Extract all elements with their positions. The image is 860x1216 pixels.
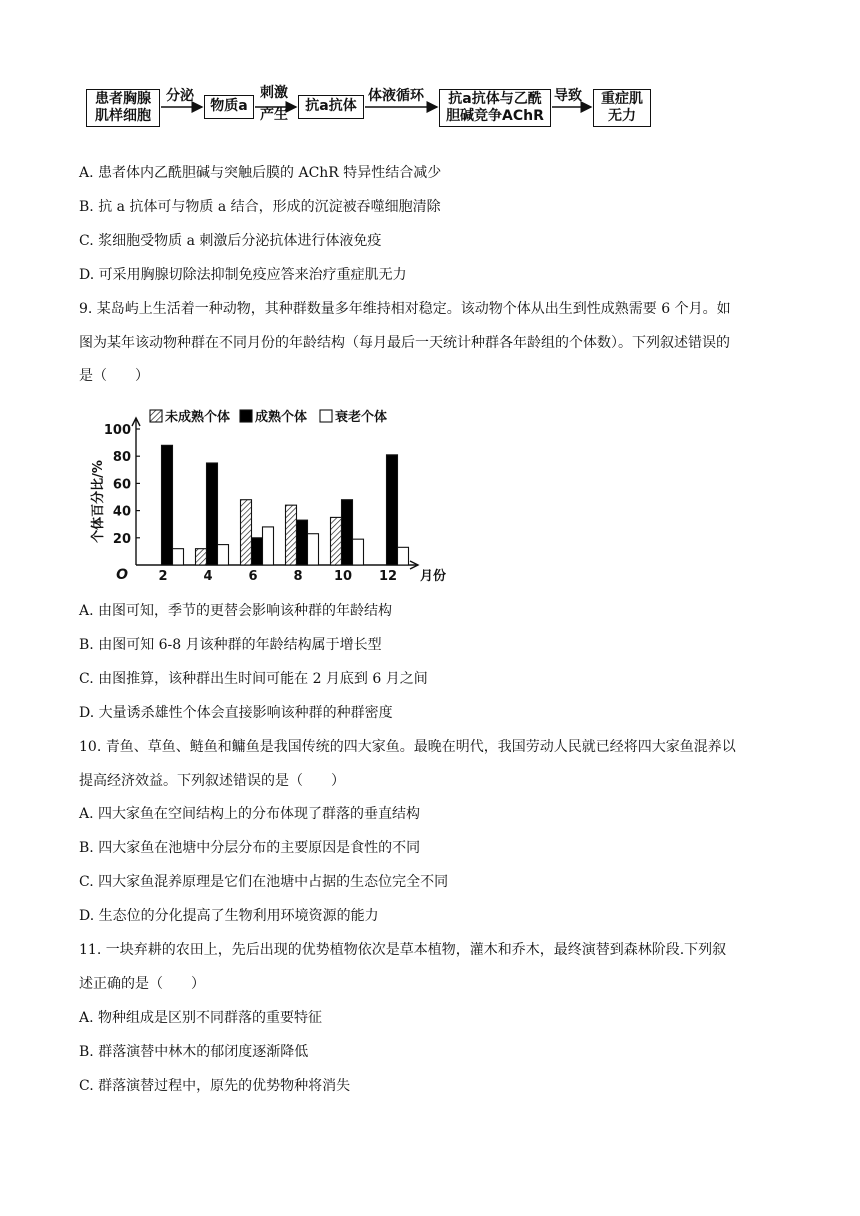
q9-stem-line2: 图为某年该动物种群在不同月份的年龄结构（每月最后一天统计种群各年龄组的个体数）。下列叙述错误的 (79, 335, 730, 351)
flow-box-label: 抗a抗体与乙酰胆碱竞争AChR (446, 91, 544, 124)
x-axis-label: 月份 (420, 569, 447, 584)
bar-senescent (263, 527, 274, 565)
y-tick-label: 40 (112, 504, 131, 520)
bar-senescent (173, 549, 184, 565)
bar-immature (196, 549, 207, 565)
bar-mature (252, 538, 263, 565)
y-tick-label: 100 (103, 423, 131, 438)
flow-arrow-label: 导致 (554, 88, 582, 104)
flow-arrow-label: 刺激产生 (260, 85, 288, 123)
flow-diagram (86, 82, 666, 132)
x-tick-label: 12 (378, 569, 398, 584)
chart-bars (162, 445, 409, 565)
q8-option-a: A. 患者体内乙酰胆碱与突触后膜的 AChR 特异性结合减少 (79, 165, 442, 181)
bar-mature (387, 455, 398, 565)
bar-senescent (353, 539, 364, 565)
age-structure-chart (88, 404, 448, 594)
q11-stem-line1: 11. 一块弃耕的农田上，先后出现的优势植物依次是草本植物，灌木和乔木，最终演替到森林阶段.下列叙 (79, 942, 727, 958)
legend-swatch (240, 410, 252, 422)
flow-box-label: 患者胸腺肌样细胞 (95, 91, 151, 124)
flow-box-antibody (298, 95, 364, 119)
q9-stem-line3: 是（ ） (79, 368, 149, 384)
x-tick-label: 4 (203, 569, 213, 584)
bar-immature (241, 500, 252, 565)
q10-option-b: B. 四大家鱼在池塘中分层分布的主要原因是食性的不同 (79, 840, 421, 856)
q9-option-d: D. 大量诱杀雄性个体会直接影响该种群的种群密度 (79, 705, 393, 721)
legend-swatch (150, 410, 162, 422)
legend-label: 衰老个体 (335, 410, 388, 425)
q8-option-c: C. 浆细胞受物质 a 刺激后分泌抗体进行体液免疫 (79, 233, 382, 249)
x-tick-label: 6 (248, 569, 258, 584)
q9-option-a: A. 由图可知，季节的更替会影响该种群的年龄结构 (79, 603, 393, 619)
chart-legend (150, 409, 387, 425)
flow-box-substance (204, 95, 254, 119)
flow-box-cells (86, 89, 160, 127)
x-tick-label: 8 (293, 569, 303, 584)
q10-option-c: C. 四大家鱼混养原理是它们在池塘中占据的生态位完全不同 (79, 874, 449, 890)
legend-label: 未成熟个体 (165, 410, 231, 425)
flow-box-label: 抗a抗体 (305, 98, 357, 114)
y-axis-label: 个体百分比/% (91, 460, 106, 543)
y-tick-label: 20 (112, 531, 131, 547)
flow-box-compete (439, 89, 551, 127)
q9-stem-line1: 9. 某岛屿上生活着一种动物，其种群数量多年维持相对稳定。该动物个体从出生到性成熟需要 6 个月。如 (79, 301, 731, 317)
bar-mature (342, 500, 353, 565)
bar-mature (207, 463, 218, 565)
q8-option-d: D. 可采用胸腺切除法抑制免疫应答来治疗重症肌无力 (79, 267, 407, 283)
q9-option-c: C. 由图推算，该种群出生时间可能在 2 月底到 6 月之间 (79, 671, 428, 687)
bar-mature (162, 445, 173, 565)
flow-box-label: 物质a (210, 98, 248, 114)
bar-senescent (218, 545, 229, 565)
origin-label: O (116, 567, 128, 583)
bar-immature (286, 505, 297, 565)
y-tick-label: 80 (112, 450, 131, 466)
q8-option-b: B. 抗 a 抗体可与物质 a 结合，形成的沉淀被吞噬细胞清除 (79, 199, 441, 215)
q10-option-a: A. 四大家鱼在空间结构上的分布体现了群落的垂直结构 (79, 806, 421, 822)
legend-label: 成熟个体 (255, 410, 308, 425)
q11-option-c: C. 群落演替过程中，原先的优势物种将消失 (79, 1078, 351, 1094)
q11-option-b: B. 群落演替中林木的郁闭度逐渐降低 (79, 1044, 309, 1060)
x-tick-label: 2 (158, 569, 168, 584)
x-tick-label: 10 (333, 569, 353, 584)
bar-senescent (398, 547, 409, 565)
flow-arrow-label: 体液循环 (368, 88, 424, 104)
age-structure-bar-chart (88, 404, 448, 594)
flow-box-result (593, 89, 651, 127)
q10-option-d: D. 生态位的分化提高了生物利用环境资源的能力 (79, 908, 379, 924)
q10-stem-line1: 10. 青鱼、草鱼、鲢鱼和鳙鱼是我国传统的四大家鱼。最晚在明代，我国劳动人民就已经将四大家鱼混养以 (79, 739, 736, 755)
q11-option-a: A. 物种组成是区别不同群落的重要特征 (79, 1010, 323, 1026)
bar-mature (297, 520, 308, 565)
y-tick-label: 60 (112, 477, 131, 493)
q9-option-b: B. 由图可知 6-8 月该种群的年龄结构属于增长型 (79, 637, 382, 653)
q10-stem-line2: 提高经济效益。下列叙述错误的是（ ） (79, 773, 345, 789)
legend-swatch (320, 410, 332, 422)
flow-box-label: 重症肌无力 (601, 91, 643, 124)
flow-arrow-label: 分泌 (166, 88, 194, 104)
q11-stem-line2: 述正确的是（ ） (79, 976, 205, 992)
bar-immature (331, 517, 342, 565)
bar-senescent (308, 534, 319, 565)
